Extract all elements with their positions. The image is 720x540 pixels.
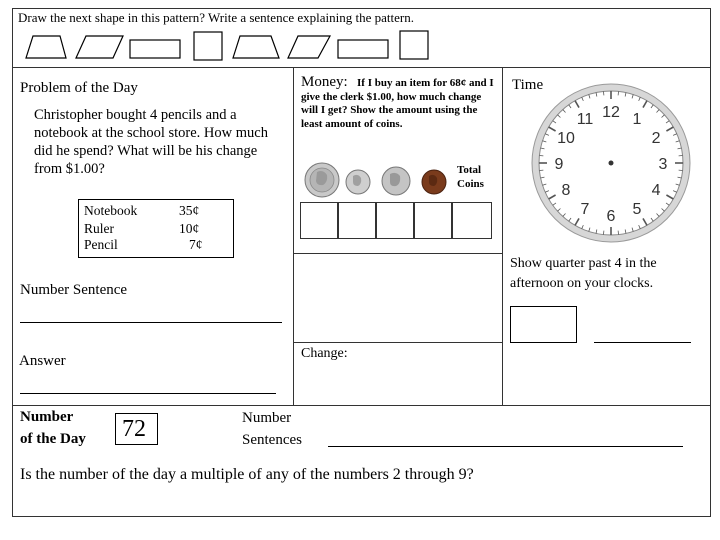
price-value-pencil: 7¢ xyxy=(189,237,203,252)
clock-number: 8 xyxy=(561,182,571,199)
number-of-day-box xyxy=(115,413,158,445)
number-sentences-line[interactable] xyxy=(328,446,683,447)
total-coins-label: Total Coins xyxy=(457,164,484,190)
divider-money-change xyxy=(293,253,502,254)
divider-change-box xyxy=(293,342,502,343)
clock-number: 10 xyxy=(557,130,575,147)
time-instruction: Show quarter past 4 in the afternoon on your clocks. xyxy=(510,256,657,291)
pattern-shapes xyxy=(0,0,720,70)
clock-number: 7 xyxy=(580,201,590,219)
parallelogram-shape xyxy=(76,36,123,58)
number-of-day-value: 72 xyxy=(122,416,146,442)
clock-number: 1 xyxy=(632,110,642,128)
square-shape xyxy=(400,31,428,59)
divider-problem-money xyxy=(293,67,294,405)
trapezoid-shape xyxy=(233,36,279,58)
clock-number: 2 xyxy=(651,130,661,147)
price-item-pencil: Pencil xyxy=(84,237,118,252)
number-sentence-answer-line[interactable] xyxy=(20,322,282,323)
divider-pattern xyxy=(12,67,711,68)
digital-time-box[interactable] xyxy=(510,306,577,343)
divider-bottom-section xyxy=(12,405,711,406)
number-sentences-label-line2: Sentences xyxy=(242,432,302,448)
answer-line[interactable] xyxy=(20,393,276,394)
analog-clock-icon[interactable] xyxy=(530,80,696,246)
number-of-day-label-line1: Number xyxy=(20,409,74,425)
answer-label: Answer xyxy=(19,353,66,369)
money-question: If I buy an item for 68¢ and I give the clerk $1.00, how much change will I get? Show the amount using the least amount of coins. xyxy=(301,77,494,130)
time-heading: Time xyxy=(512,77,544,93)
coin-count-box-quarters[interactable] xyxy=(300,202,338,239)
clock-number: 11 xyxy=(576,110,594,128)
divider-money-time xyxy=(502,67,503,405)
number-of-day-label-line2: of the Day xyxy=(20,431,86,447)
pattern-prompt: Draw the next shape in this pattern? Write a sentence explaining the pattern. xyxy=(18,10,414,25)
coin-count-box-nickels[interactable] xyxy=(376,202,414,239)
multiple-question: Is the number of the day a multiple of any of the numbers 2 through 9? xyxy=(20,466,474,483)
dime-coin-icon xyxy=(346,170,370,194)
clock-number: 12 xyxy=(602,104,620,121)
clock-number: 9 xyxy=(554,156,564,173)
quarter-coin-icon xyxy=(305,163,339,197)
money-heading: Money: xyxy=(301,74,348,90)
trapezoid-shape xyxy=(26,36,66,58)
price-item-ruler: Ruler xyxy=(84,221,114,236)
coins-illustration xyxy=(300,158,460,202)
change-label: Change: xyxy=(301,346,348,361)
price-value-notebook: 35¢ xyxy=(179,203,200,218)
clock-center-dot xyxy=(609,161,614,166)
number-sentence-label: Number Sentence xyxy=(20,282,128,298)
price-item-notebook: Notebook xyxy=(84,203,138,218)
coin-count-box-total[interactable] xyxy=(452,202,492,239)
clock-number: 3 xyxy=(658,156,668,173)
problem-heading: Problem of the Day xyxy=(20,80,138,96)
am-pm-line[interactable] xyxy=(594,342,691,343)
penny-coin-icon xyxy=(422,170,446,194)
problem-text: Christopher bought 4 pencils and a notebook at the school store. How much did he spend? What will be his change from $1.00? xyxy=(34,107,268,177)
clock-number: 6 xyxy=(606,208,616,225)
price-table xyxy=(78,199,234,258)
coin-count-box-pennies[interactable] xyxy=(414,202,452,239)
number-sentences-label-line1: Number xyxy=(242,410,292,426)
nickel-coin-icon xyxy=(382,167,410,195)
price-value-ruler: 10¢ xyxy=(179,221,200,236)
clock-number: 4 xyxy=(651,182,661,199)
coin-count-box-dimes[interactable] xyxy=(338,202,376,239)
parallelogram-shape xyxy=(288,36,330,58)
square-shape xyxy=(194,32,222,60)
clock-number: 5 xyxy=(632,201,642,219)
rectangle-shape xyxy=(130,40,180,58)
rectangle-shape xyxy=(338,40,388,58)
money-text xyxy=(301,77,497,131)
